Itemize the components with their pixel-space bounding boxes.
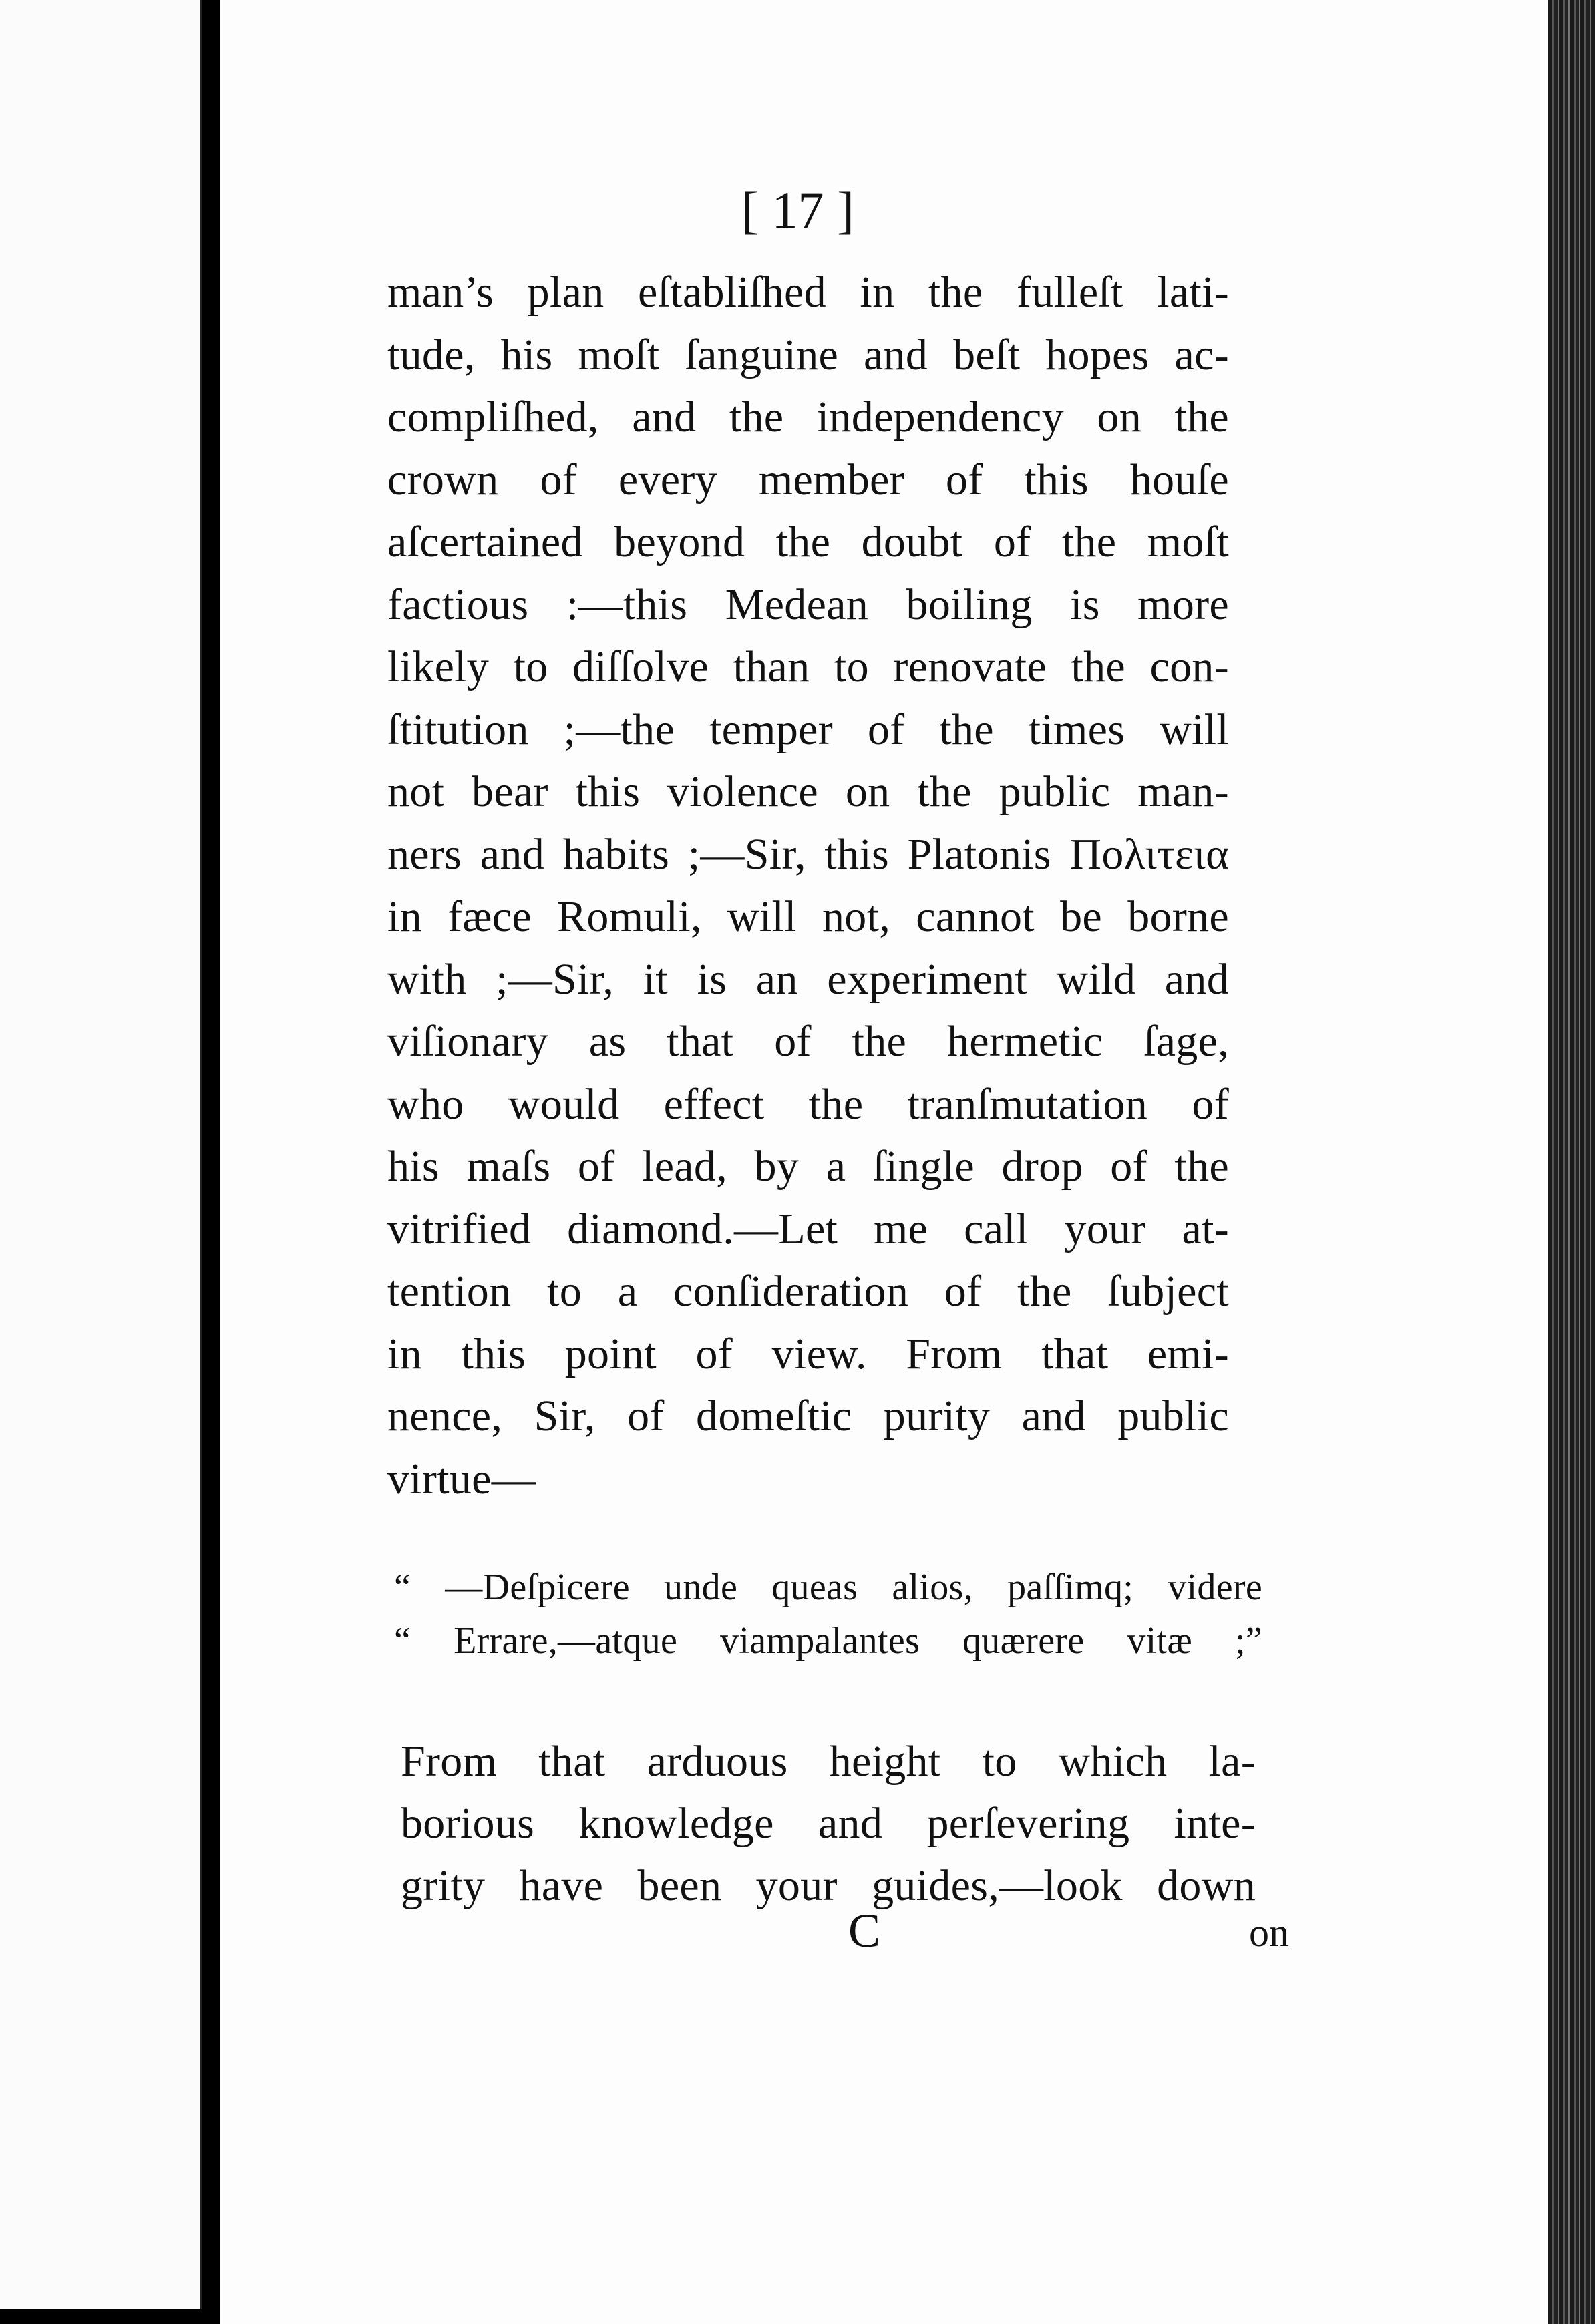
facing-page-edge — [0, 0, 202, 2309]
text-line: viſionary as that of the hermetic ſage, — [387, 1017, 1229, 1066]
text-line: ners and habits ;—Sir, this Platonis Πολιτεια — [387, 830, 1229, 879]
text-line: aſcertained beyond the doubt of the moſt — [387, 518, 1229, 566]
signature-mark: C — [848, 1904, 881, 1957]
text-line: in this point of view. From that emi- — [387, 1330, 1229, 1378]
text-line: compliſhed, and the independency on the — [387, 393, 1229, 441]
text-line: “ Errare,—atque viampalantes quærere vitæ ;” — [394, 1620, 1262, 1662]
page-edge-shadow — [1548, 0, 1595, 2324]
text-line: tention to a conſideration of the ſubject — [387, 1267, 1229, 1316]
text-line: likely to diſſolve than to renovate the con- — [387, 642, 1229, 691]
text-line: borious knowledge and perſevering inte- — [401, 1799, 1256, 1848]
text-line: not bear this violence on the public man- — [387, 767, 1229, 816]
text-line: who would effect the tranſmutation of — [387, 1080, 1229, 1129]
text-line: man’s plan eſtabliſhed in the fulleſt lati- — [387, 268, 1229, 317]
book-page — [220, 0, 1548, 2324]
text-line: factious :—this Medean boiling is more — [387, 580, 1229, 629]
text-line: From that arduous height to which la- — [401, 1737, 1256, 1786]
page-number: [ 17 ] — [741, 181, 854, 239]
text-line: ſtitution ;—the temper of the times will — [387, 705, 1229, 754]
text-line: grity have been your guides,—look down — [401, 1861, 1256, 1910]
text-line: with ;—Sir, it is an experiment wild and — [387, 955, 1229, 1004]
text-line: tude, his moſt ſanguine and beſt hopes ac- — [387, 331, 1229, 379]
text-line: in fæce Romuli, will not, cannot be borne — [387, 892, 1229, 941]
body-text — [387, 0, 1262, 2003]
text-line: vitrified diamond.—Let me call your at- — [387, 1205, 1229, 1253]
text-line: crown of every member of this houſe — [387, 455, 1229, 504]
text-line: nence, Sir, of domeſtic purity and public — [387, 1392, 1229, 1440]
catchword: on — [1249, 1911, 1289, 1955]
text-line: virtue— — [387, 1455, 536, 1503]
text-line: “ —Deſpicere unde queas alios, paſſimq; videre — [394, 1567, 1262, 1608]
text-line: his maſs of lead, by a ſingle drop of the — [387, 1142, 1229, 1191]
